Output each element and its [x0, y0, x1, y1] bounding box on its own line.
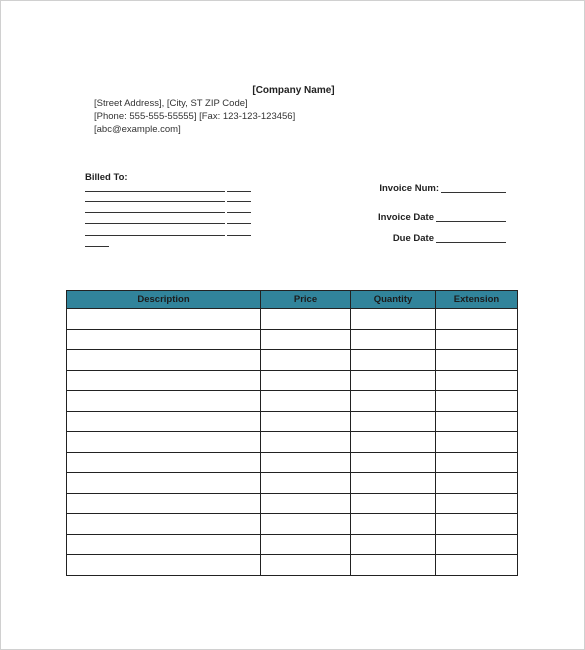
- description-cell[interactable]: [67, 329, 261, 350]
- extension-cell[interactable]: [436, 555, 518, 576]
- extension-cell[interactable]: [436, 452, 518, 473]
- quantity-cell[interactable]: [351, 534, 436, 555]
- table-row: [67, 350, 518, 371]
- billed-to-line[interactable]: [85, 246, 109, 247]
- quantity-cell[interactable]: [351, 329, 436, 350]
- extension-cell[interactable]: [436, 329, 518, 350]
- billed-to-label: Billed To:: [85, 172, 128, 183]
- billed-to-line[interactable]: [227, 235, 251, 236]
- extension-cell[interactable]: [436, 514, 518, 535]
- table-row: [67, 411, 518, 432]
- quantity-cell[interactable]: [351, 432, 436, 453]
- invoice-date-field[interactable]: [436, 221, 506, 222]
- due-date-label: Due Date: [392, 233, 434, 244]
- table-row: [67, 534, 518, 555]
- description-cell[interactable]: [67, 370, 261, 391]
- billed-to-line[interactable]: [85, 223, 225, 224]
- table-row: [67, 370, 518, 391]
- quantity-cell[interactable]: [351, 370, 436, 391]
- price-cell[interactable]: [261, 350, 351, 371]
- description-cell[interactable]: [67, 391, 261, 412]
- extension-cell[interactable]: [436, 473, 518, 494]
- extension-cell[interactable]: [436, 432, 518, 453]
- table-header-row: [67, 291, 518, 309]
- header-description: Description: [67, 291, 261, 309]
- table-row: [67, 473, 518, 494]
- table-row: [67, 391, 518, 412]
- extension-cell[interactable]: [436, 534, 518, 555]
- price-cell[interactable]: [261, 309, 351, 330]
- quantity-cell[interactable]: [351, 555, 436, 576]
- billed-to-line[interactable]: [227, 201, 251, 202]
- description-cell[interactable]: [67, 555, 261, 576]
- billed-to-line[interactable]: [85, 191, 225, 192]
- table-row: [67, 309, 518, 330]
- billed-to-line[interactable]: [227, 223, 251, 224]
- extension-cell[interactable]: [436, 391, 518, 412]
- description-cell[interactable]: [67, 432, 261, 453]
- company-phone-fax: [Phone: 555-555-55555] [Fax: 123-123-123456]: [94, 111, 296, 122]
- table-row: [67, 432, 518, 453]
- billed-to-line[interactable]: [85, 201, 225, 202]
- description-cell[interactable]: [67, 534, 261, 555]
- price-cell[interactable]: [261, 391, 351, 412]
- price-cell[interactable]: [261, 411, 351, 432]
- table-row: [67, 555, 518, 576]
- price-cell[interactable]: [261, 370, 351, 391]
- company-name: [Company Name]: [252, 85, 335, 96]
- description-cell[interactable]: [67, 411, 261, 432]
- table-row: [67, 329, 518, 350]
- invoice-date-label: Invoice Date: [378, 212, 434, 223]
- table-row: [67, 514, 518, 535]
- quantity-cell[interactable]: [351, 452, 436, 473]
- company-address: [Street Address], [City, ST ZIP Code]: [94, 98, 248, 109]
- company-email: [abc@example.com]: [94, 124, 181, 135]
- description-cell[interactable]: [67, 452, 261, 473]
- quantity-cell[interactable]: [351, 350, 436, 371]
- header-price: Price: [261, 291, 351, 309]
- extension-cell[interactable]: [436, 309, 518, 330]
- invoice-num-label: Invoice Num:: [379, 183, 439, 194]
- description-cell[interactable]: [67, 493, 261, 514]
- items-table: [66, 290, 518, 576]
- description-cell[interactable]: [67, 473, 261, 494]
- billed-to-line[interactable]: [85, 235, 225, 236]
- price-cell[interactable]: [261, 432, 351, 453]
- extension-cell[interactable]: [436, 493, 518, 514]
- price-cell[interactable]: [261, 452, 351, 473]
- price-cell[interactable]: [261, 493, 351, 514]
- extension-cell[interactable]: [436, 370, 518, 391]
- quantity-cell[interactable]: [351, 411, 436, 432]
- price-cell[interactable]: [261, 555, 351, 576]
- table-row: [67, 493, 518, 514]
- quantity-cell[interactable]: [351, 514, 436, 535]
- description-cell[interactable]: [67, 514, 261, 535]
- price-cell[interactable]: [261, 534, 351, 555]
- billed-to-line[interactable]: [227, 191, 251, 192]
- quantity-cell[interactable]: [351, 391, 436, 412]
- header-extension: Extension: [436, 291, 518, 309]
- extension-cell[interactable]: [436, 350, 518, 371]
- quantity-cell[interactable]: [351, 493, 436, 514]
- price-cell[interactable]: [261, 329, 351, 350]
- header-quantity: Quantity: [351, 291, 436, 309]
- description-cell[interactable]: [67, 309, 261, 330]
- price-cell[interactable]: [261, 514, 351, 535]
- quantity-cell[interactable]: [351, 473, 436, 494]
- billed-to-line[interactable]: [227, 212, 251, 213]
- description-cell[interactable]: [67, 350, 261, 371]
- table-row: [67, 452, 518, 473]
- billed-to-line[interactable]: [85, 212, 225, 213]
- extension-cell[interactable]: [436, 411, 518, 432]
- invoice-num-field[interactable]: [441, 192, 506, 193]
- quantity-cell[interactable]: [351, 309, 436, 330]
- price-cell[interactable]: [261, 473, 351, 494]
- due-date-field[interactable]: [436, 242, 506, 243]
